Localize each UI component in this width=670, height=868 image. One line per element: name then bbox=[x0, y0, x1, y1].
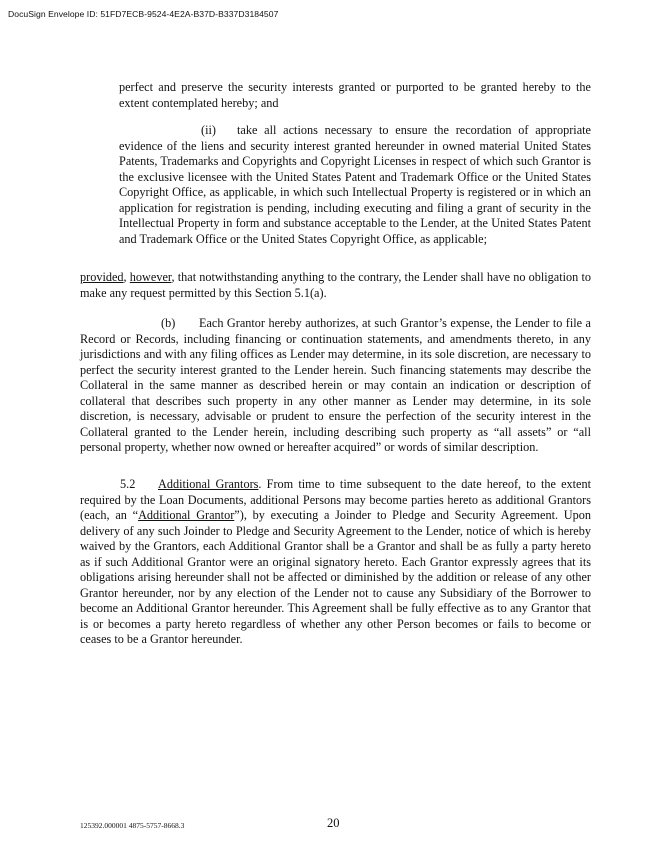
clause-label: (ii) bbox=[201, 123, 216, 137]
paragraph-continuation bbox=[119, 80, 591, 111]
docusign-envelope-id: DocuSign Envelope ID: 51FD7ECB-9524-4E2A-B37D-B337D3184507 bbox=[8, 9, 279, 19]
provided-clause bbox=[80, 270, 591, 301]
clause-b bbox=[80, 316, 591, 456]
page-number: 20 bbox=[327, 816, 340, 830]
however-term: however bbox=[129, 270, 172, 284]
clause-text: take all actions necessary to ensure the recordation of appropriate evidence of the liens and security interest granted hereunder in owned material United States Patents, Trademarks and Copyrights and Copyright Licenses in respect of which such Grantor is the exclusive licensee with the United States Patent and Trademark Office or the United States Copyright Office, as applicable, in which such Intellectual Property is registered or in which an application for registration is pending, including executing and filing a grant of security in the Intellectual Property in form and substance acceptable to the Lender, at the United States Patent and Trademark Office or the United States Copyright Office, as applicable; bbox=[119, 123, 591, 246]
section-5-2 bbox=[80, 477, 591, 648]
defined-term: Additional Grantor bbox=[138, 508, 235, 522]
provided-term: provided bbox=[80, 270, 124, 284]
comma: , bbox=[123, 270, 130, 284]
section-number: 5.2 bbox=[120, 477, 136, 491]
section-text: . From time to time subsequent to the date hereof, to the extent required by the Loan Documents, additional Persons may become parties hereto as additional Grantors (each, an “ bbox=[80, 477, 591, 522]
footer-document-id: 125392.000001 4875-5757-8668.3 bbox=[80, 821, 185, 830]
clause-text: Each Grantor hereby authorizes, at such Grantor’s expense, the Lender to file a Record or Records, including financing or continuation statements, and amendments thereto, in any jurisdictions and with any filing offices as Lender may determine, in its sole discretion, are necessary to perfect the security interest granted to the Lender herein. Such financing statements may describe the Collateral in the same manner as described herein or may contain an indication or description of collateral that describes such property in any other manner as Lender may determine, in its sole discretion, is necessary, advisable or prudent to ensure the perfection of the security interest in the Collateral granted to the Lender herein, including describing such property as “all assets” or “all personal property, whether now owned or hereafter acquired” or words of similar description. bbox=[80, 316, 591, 454]
clause-label: (b) bbox=[161, 316, 176, 330]
clause-ii bbox=[119, 123, 591, 247]
section-heading: Additional Grantors bbox=[158, 477, 259, 491]
paragraph-text: perfect and preserve the security interests granted or purported to be granted hereby to the extent contemplated hereby; and bbox=[119, 80, 591, 110]
section-text-continued: ”), by executing a Joinder to Pledge and Security Agreement. Upon delivery of any such Joinder to Pledge and Security Agreement to the Lender, notice of which is hereby waived by the Grantors, each Additional Grantor shall be a Grantor and shall be as fully a party hereto as if such Additional Grantor were an original signatory hereto. Each Grantor expressly agrees that its obligations arising hereunder shall not be affected or diminished by the addition or release of any other Grantor hereunder, nor by any election of the Lender not to cause any Subsidiary of the Borrower to become an Additional Grantor hereunder. This Agreement shall be fully effective as to any Grantor that is or becomes a party hereto regardless of whether any other Person becomes or fails to become or ceases to be a Grantor hereunder. bbox=[80, 508, 592, 646]
provided-text: , that notwithstanding anything to the contrary, the Lender shall have no obligation to make any request permitted by this Section 5.1(a). bbox=[80, 270, 592, 300]
